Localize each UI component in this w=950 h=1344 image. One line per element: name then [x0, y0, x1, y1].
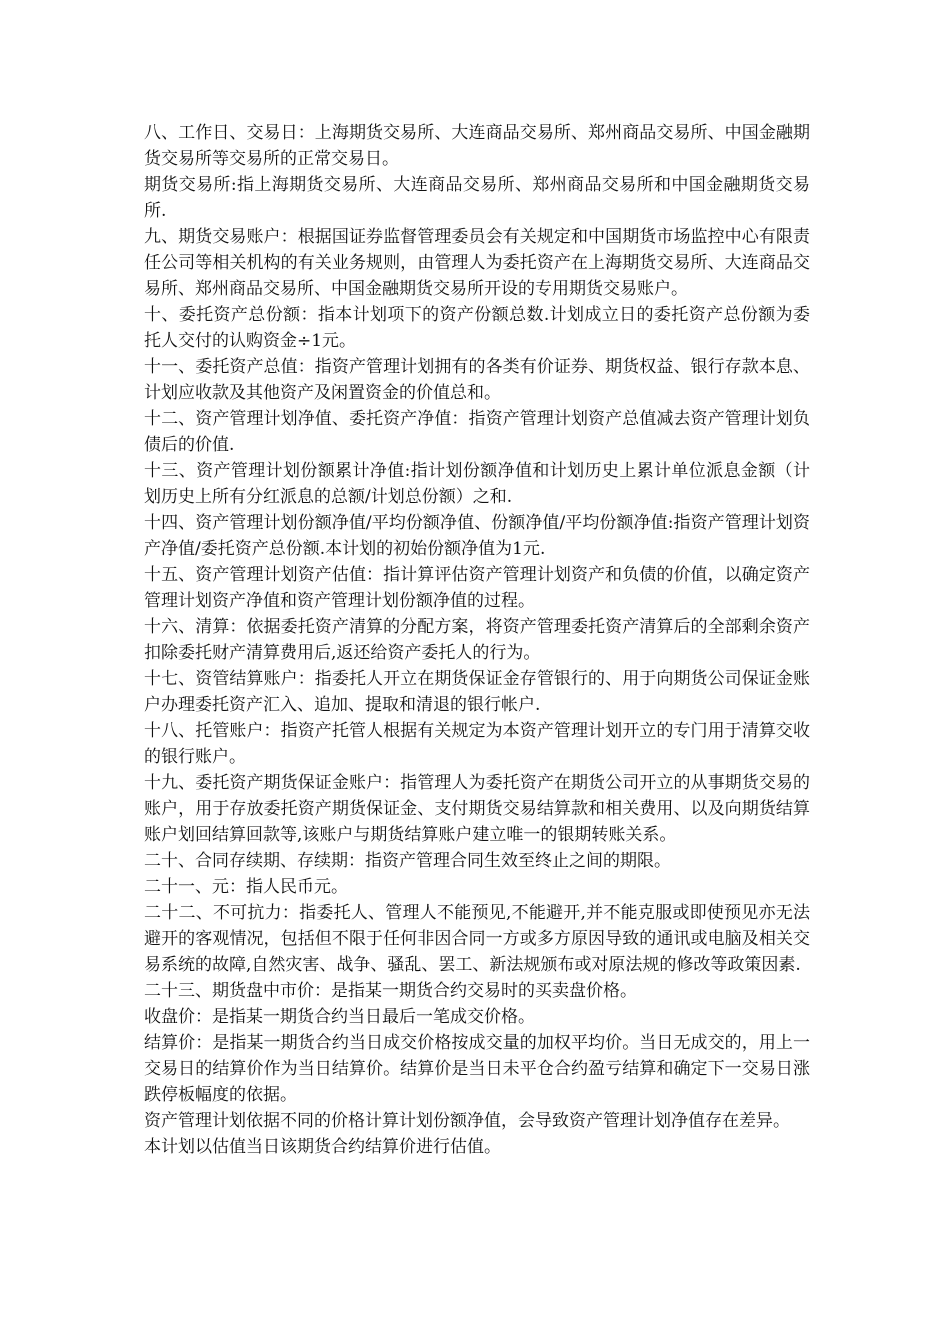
clause-13-cumulative-net-value: 十三、资产管理计划份额累计净值:指计划份额净值和计划历史上累计单位派息金额（计划历史上所有分红派息的总额/计划总份额）之和.: [144, 461, 810, 507]
clause-9-futures-account: 九、期货交易账户：根据国证券监督管理委员会有关规定和中国期货市场监控中心有限责任公司等相关机构的有关业务规则，由管理人为委托资产在上海期货交易所、大连商品交易所、郑州商品交易所、中国金融期货交易所开设的专用期货交易账户。: [144, 227, 810, 299]
clause-16-liquidation: 十六、清算：依据委托资产清算的分配方案，将资产管理委托资产清算后的全部剩余资产扣除委托财产清算费用后,返还给资产委托人的行为。: [144, 617, 810, 663]
document-body: [144, 120, 810, 1160]
clause-futures-exchange: 期货交易所:指上海期货交易所、大连商品交易所、郑州商品交易所和中国金融期货交易所.: [144, 175, 810, 221]
clause-10-total-shares: 十、委托资产总份额：指本计划项下的资产份额总数.计划成立日的委托资产总份额为委托人交付的认购资金÷1元。: [144, 305, 810, 351]
clause-12-net-value: 十二、资产管理计划净值、委托资产净值：指资产管理计划资产总值减去资产管理计划负债后的价值.: [144, 409, 810, 455]
clause-22-force-majeure: 二十二、不可抗力：指委托人、管理人不能预见,不能避开,并不能克服或即使预见亦无法避开的客观情况，包括但不限于任何非因合同一方或多方原因导致的通讯或电脑及相关交易系统的故障,自然灾害、战争、骚乱、罢工、新法规颁布或对原法规的修改等政策因素.: [144, 903, 810, 975]
clause-21-currency: 二十一、元：指人民币元。: [144, 877, 348, 897]
clause-17-settlement-account: 十七、资管结算账户：指委托人开立在期货保证金存管银行的、用于向期货公司保证金账户办理委托资产汇入、追加、提取和清退的银行帐户.: [144, 669, 810, 715]
clause-settlement-price: 结算价：是指某一期货合约当日成交价格按成交量的加权平均价。当日无成交的，用上一交易日的结算价作为当日结算价。结算价是当日未平仓合约盈亏结算和确定下一交易日涨跌停板幅度的依据。: [144, 1033, 810, 1105]
clause-14-share-net-value: 十四、资产管理计划份额净值/平均份额净值、份额净值/平均份额净值:指资产管理计划资产净值/委托资产总份额.本计划的初始份额净值为1元.: [144, 513, 810, 559]
clause-23-market-price: 二十三、期货盘中市价：是指某一期货合约交易时的买卖盘价格。: [144, 981, 637, 1001]
clause-closing-price: 收盘价：是指某一期货合约当日最后一笔成交价格。: [144, 1007, 535, 1027]
clause-15-valuation: 十五、资产管理计划资产估值：指计算评估资产管理计划资产和负债的价值，以确定资产管理计划资产净值和资产管理计划份额净值的过程。: [144, 565, 810, 611]
clause-valuation-basis: 本计划以估值当日该期货合约结算价进行估值。: [144, 1137, 501, 1157]
clause-18-custody-account: 十八、托管账户：指资产托管人根据有关规定为本资产管理计划开立的专门用于清算交收的银行账户。: [144, 721, 810, 767]
clause-19-margin-account: 十九、委托资产期货保证金账户：指管理人为委托资产在期货公司开立的从事期货交易的账户，用于存放委托资产期货保证金、支付期货交易结算款和相关费用、以及向期货结算账户划回结算回款等,该账户与期货结算账户建立唯一的银期转账关系。: [144, 773, 810, 845]
clause-11-total-value: 十一、委托资产总值：指资产管理计划拥有的各类有价证券、期货权益、银行存款本息、计划应收款及其他资产及闲置资金的价值总和。: [144, 357, 810, 403]
clause-price-difference: 资产管理计划依据不同的价格计算计划份额净值，会导致资产管理计划净值存在差异。: [144, 1111, 790, 1131]
clause-20-term: 二十、合同存续期、存续期：指资产管理合同生效至终止之间的期限。: [144, 851, 671, 871]
clause-8-workday: 八、工作日、交易日：上海期货交易所、大连商品交易所、郑州商品交易所、中国金融期货交易所等交易所的正常交易日。: [144, 123, 810, 169]
